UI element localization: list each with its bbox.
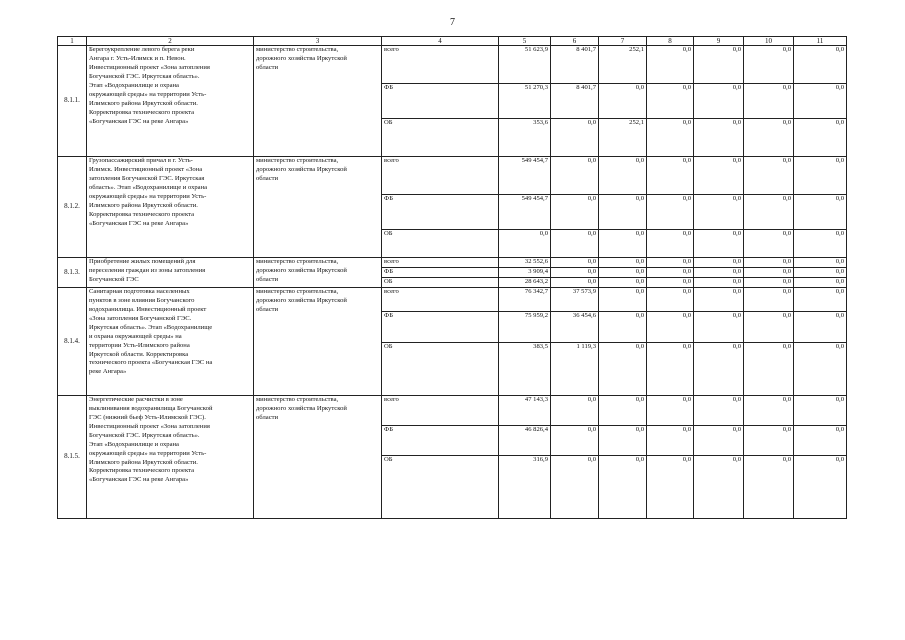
executor [254, 287, 382, 395]
value-cell: 0,0 [599, 157, 647, 195]
value-cell: 0,0 [647, 267, 694, 277]
header-cell: 5 [499, 37, 551, 46]
value-cell: 0,0 [744, 157, 794, 195]
value-cell: 28 643,2 [499, 277, 551, 287]
header-cell: 6 [551, 37, 599, 46]
value-cell: 0,0 [744, 287, 794, 311]
value-cell: 0,0 [599, 195, 647, 230]
funding-source: всего [382, 157, 499, 195]
event-name-line: окружающей среды» на территории Усть- [89, 192, 207, 200]
value-cell: 0,0 [744, 84, 794, 119]
value-cell: 51 270,3 [499, 84, 551, 119]
header-row [58, 37, 847, 46]
event-name-line: и охрана окружающей среды» на [89, 332, 182, 340]
funding-source: ФБ [382, 195, 499, 230]
value-cell: 0,0 [794, 84, 847, 119]
header-cell: 4 [382, 37, 499, 46]
value-cell: 0,0 [694, 267, 744, 277]
value-cell: 0,0 [599, 258, 647, 268]
value-cell: 0,0 [647, 84, 694, 119]
event-name-line: Илимского района Иркутской области. [89, 99, 198, 107]
funding-source: ОБ [382, 119, 499, 157]
row-number: 8.1.2. [58, 157, 87, 258]
value-cell: 0,0 [647, 395, 694, 425]
event-name-line: Приобретение жилых помещений для [89, 258, 196, 265]
value-cell: 0,0 [794, 277, 847, 287]
event-name-line: Илимск. Инвестиционный проект «Зона [89, 165, 203, 173]
value-cell: 0,0 [647, 455, 694, 518]
event-name [87, 287, 254, 395]
event-name [87, 395, 254, 518]
row-number: 8.1.4. [58, 287, 87, 395]
value-cell: 0,0 [794, 267, 847, 277]
value-cell: 0,0 [694, 425, 744, 455]
executor-line: дорожного хозяйства Иркутской [256, 404, 347, 412]
value-cell: 0,0 [694, 84, 744, 119]
event-name-line: Этап «Водохранилище и охрана [89, 440, 179, 448]
value-cell: 8 401,7 [551, 84, 599, 119]
header-cell: 8 [647, 37, 694, 46]
table-row [58, 46, 847, 84]
event-name-line: Грузопассажирский причал в г. Усть- [89, 157, 193, 164]
event-name-line: Корректировка технического проекта [89, 210, 194, 218]
funding-source: ОБ [382, 230, 499, 258]
funding-source: ФБ [382, 311, 499, 342]
value-cell: 0,0 [551, 230, 599, 258]
value-cell: 0,0 [551, 277, 599, 287]
value-cell: 0,0 [744, 258, 794, 268]
value-cell: 0,0 [744, 342, 794, 395]
value-cell: 0,0 [744, 195, 794, 230]
budget-table [57, 36, 847, 519]
executor-line: дорожного хозяйства Иркутской [256, 266, 347, 274]
value-cell: 0,0 [551, 455, 599, 518]
value-cell: 0,0 [599, 342, 647, 395]
value-cell: 0,0 [647, 311, 694, 342]
value-cell: 0,0 [499, 230, 551, 258]
table-row [58, 287, 847, 311]
table-row [58, 395, 847, 425]
value-cell: 0,0 [794, 230, 847, 258]
value-cell: 0,0 [599, 267, 647, 277]
value-cell: 0,0 [694, 455, 744, 518]
funding-source: ФБ [382, 425, 499, 455]
value-cell: 353,6 [499, 119, 551, 157]
executor-line: министерство строительства, [256, 395, 339, 403]
value-cell: 0,0 [599, 287, 647, 311]
value-cell: 0,0 [694, 230, 744, 258]
event-name-line: окружающей среды» на территории Усть- [89, 449, 207, 457]
value-cell: 0,0 [647, 277, 694, 287]
value-cell: 0,0 [647, 46, 694, 84]
value-cell: 0,0 [599, 425, 647, 455]
executor [254, 157, 382, 258]
event-name-line: технического проекта «Богучанская ГЭС на [89, 359, 213, 367]
event-name-line: Этап «Водохранилище и охрана [89, 81, 179, 89]
value-cell: 0,0 [794, 455, 847, 518]
executor-line: дорожного хозяйства Иркутской [256, 296, 347, 304]
event-name-line: Корректировка технического проекта [89, 467, 194, 475]
value-cell: 549 454,7 [499, 157, 551, 195]
value-cell: 0,0 [647, 230, 694, 258]
value-cell: 0,0 [794, 395, 847, 425]
value-cell: 0,0 [599, 277, 647, 287]
event-name-line: выклинивания водохранилища Богучанской [89, 404, 213, 412]
event-name-line: Инвестиционный проект «Зона затопления [89, 422, 210, 430]
value-cell: 0,0 [647, 157, 694, 195]
event-name-line: окружающей среды» на территории Усть- [89, 90, 207, 98]
header-cell: 1 [58, 37, 87, 46]
value-cell: 0,0 [694, 157, 744, 195]
value-cell: 0,0 [744, 455, 794, 518]
value-cell: 0,0 [794, 119, 847, 157]
executor-line: области [256, 174, 279, 182]
executor [254, 395, 382, 518]
value-cell: 252,1 [599, 46, 647, 84]
value-cell: 0,0 [694, 311, 744, 342]
value-cell: 0,0 [647, 258, 694, 268]
value-cell: 0,0 [551, 425, 599, 455]
value-cell: 0,0 [794, 311, 847, 342]
value-cell: 0,0 [694, 342, 744, 395]
value-cell: 0,0 [694, 46, 744, 84]
event-name-line: Иркутская область». Этап «Водохранилище [89, 323, 213, 331]
value-cell: 0,0 [744, 311, 794, 342]
value-cell: 0,0 [599, 230, 647, 258]
value-cell: 0,0 [794, 287, 847, 311]
value-cell: 0,0 [551, 395, 599, 425]
value-cell: 0,0 [794, 195, 847, 230]
value-cell: 46 826,4 [499, 425, 551, 455]
value-cell: 0,0 [599, 395, 647, 425]
event-name-line: область». Этап «Водохранилище и охрана [89, 183, 208, 191]
event-name-line: водохранилища. Инвестиционный проект [89, 305, 207, 313]
executor-line: министерство строительства, [256, 157, 339, 164]
executor-line: дорожного хозяйства Иркутской [256, 54, 347, 62]
value-cell: 8 401,7 [551, 46, 599, 84]
value-cell: 0,0 [694, 287, 744, 311]
value-cell: 36 454,6 [551, 311, 599, 342]
value-cell: 0,0 [647, 119, 694, 157]
value-cell: 316,9 [499, 455, 551, 518]
value-cell: 383,5 [499, 342, 551, 395]
event-name-line: Санитарная подготовка населенных [89, 287, 190, 295]
event-name-line: «Богучанская ГЭС на реке Ангара» [89, 219, 189, 227]
row-number: 8.1.1. [58, 46, 87, 157]
event-name-line: затопления Богучанской ГЭС. Иркутская [89, 174, 205, 182]
value-cell: 0,0 [794, 425, 847, 455]
event-name-line: Корректировка технического проекта [89, 108, 194, 116]
funding-source: ОБ [382, 277, 499, 287]
event-name-line: Илимского района Иркутской области. [89, 201, 198, 209]
page-number: 7 [450, 17, 455, 28]
value-cell: 0,0 [744, 267, 794, 277]
event-name-line: Богучанской ГЭС. Иркутская область». [89, 431, 200, 439]
value-cell: 0,0 [694, 258, 744, 268]
value-cell: 0,0 [647, 195, 694, 230]
event-name-line: переселения граждан из зоны затопления [89, 266, 206, 274]
value-cell: 549 454,7 [499, 195, 551, 230]
value-cell: 0,0 [694, 119, 744, 157]
table-row [58, 258, 847, 268]
header-cell: 3 [254, 37, 382, 46]
value-cell: 0,0 [551, 258, 599, 268]
value-cell: 76 342,7 [499, 287, 551, 311]
value-cell: 1 119,3 [551, 342, 599, 395]
event-name-line: пунктов в зоне влияния Богучанского [89, 296, 195, 304]
value-cell: 0,0 [794, 258, 847, 268]
event-name [87, 46, 254, 157]
value-cell: 0,0 [744, 395, 794, 425]
header-cell: 7 [599, 37, 647, 46]
funding-source: всего [382, 287, 499, 311]
event-name-line: «Зона затопления Богучанской ГЭС. [89, 314, 192, 322]
value-cell: 0,0 [744, 46, 794, 84]
event-name-line: «Богучанская ГЭС на реке Ангара» [89, 476, 189, 484]
value-cell: 0,0 [694, 395, 744, 425]
event-name-line: реке Ангара» [89, 368, 127, 376]
header-cell: 10 [744, 37, 794, 46]
row-number: 8.1.5. [58, 395, 87, 518]
value-cell: 0,0 [794, 46, 847, 84]
funding-source: всего [382, 258, 499, 268]
event-name-line: Инвестиционный проект «Зона затопления [89, 63, 210, 71]
row-number: 8.1.3. [58, 258, 87, 288]
executor-line: области [256, 63, 279, 71]
executor-line: дорожного хозяйства Иркутской [256, 165, 347, 173]
event-name-line: «Богучанская ГЭС на реке Ангара» [89, 117, 189, 125]
funding-source: ОБ [382, 342, 499, 395]
header-cell: 11 [794, 37, 847, 46]
funding-source: всего [382, 46, 499, 84]
value-cell: 0,0 [744, 230, 794, 258]
value-cell: 0,0 [551, 267, 599, 277]
value-cell: 0,0 [551, 119, 599, 157]
value-cell: 0,0 [694, 195, 744, 230]
value-cell: 0,0 [744, 425, 794, 455]
event-name-line: Богучанской ГЭС [89, 275, 139, 283]
event-name-line: Иркутской области. Корректировка [89, 350, 189, 358]
event-name-line: Энергетические расчистки в зоне [89, 395, 183, 403]
executor-line: министерство строительства, [256, 46, 339, 53]
executor-line: области [256, 305, 279, 313]
funding-source: ФБ [382, 84, 499, 119]
event-name [87, 157, 254, 258]
executor-line: области [256, 413, 279, 421]
value-cell: 0,0 [794, 342, 847, 395]
event-name-line: Ангара г. Усть-Илимск и п. Невон. [89, 54, 186, 62]
value-cell: 37 573,9 [551, 287, 599, 311]
value-cell: 0,0 [647, 425, 694, 455]
value-cell: 0,0 [794, 157, 847, 195]
value-cell: 0,0 [647, 287, 694, 311]
funding-source: ОБ [382, 455, 499, 518]
funding-source: ФБ [382, 267, 499, 277]
event-name [87, 258, 254, 288]
value-cell: 47 143,3 [499, 395, 551, 425]
value-cell: 0,0 [551, 157, 599, 195]
value-cell: 51 623,9 [499, 46, 551, 84]
event-name-line: Илимского района Иркутской области. [89, 458, 198, 466]
header-cell: 2 [87, 37, 254, 46]
executor-line: области [256, 275, 279, 283]
value-cell: 0,0 [744, 277, 794, 287]
value-cell: 0,0 [599, 84, 647, 119]
event-name-line: территории Усть-Илимского района [89, 341, 190, 349]
value-cell: 75 959,2 [499, 311, 551, 342]
event-name-line: ГЭС (нижний бьеф Усть-Илимской ГЭС). [89, 413, 206, 421]
value-cell: 0,0 [599, 311, 647, 342]
executor-line: министерство строительства, [256, 287, 339, 295]
value-cell: 252,1 [599, 119, 647, 157]
executor [254, 46, 382, 157]
value-cell: 0,0 [647, 342, 694, 395]
header-cell: 9 [694, 37, 744, 46]
value-cell: 32 552,6 [499, 258, 551, 268]
event-name-line: Берегоукрепление левого берега реки [89, 46, 195, 53]
value-cell: 0,0 [599, 455, 647, 518]
value-cell: 0,0 [744, 119, 794, 157]
table-row [58, 157, 847, 195]
value-cell: 0,0 [694, 277, 744, 287]
funding-source: всего [382, 395, 499, 425]
value-cell: 0,0 [551, 195, 599, 230]
executor-line: министерство строительства, [256, 258, 339, 265]
executor [254, 258, 382, 288]
event-name-line: Богучанской ГЭС. Иркутская область». [89, 72, 200, 80]
value-cell: 3 909,4 [499, 267, 551, 277]
